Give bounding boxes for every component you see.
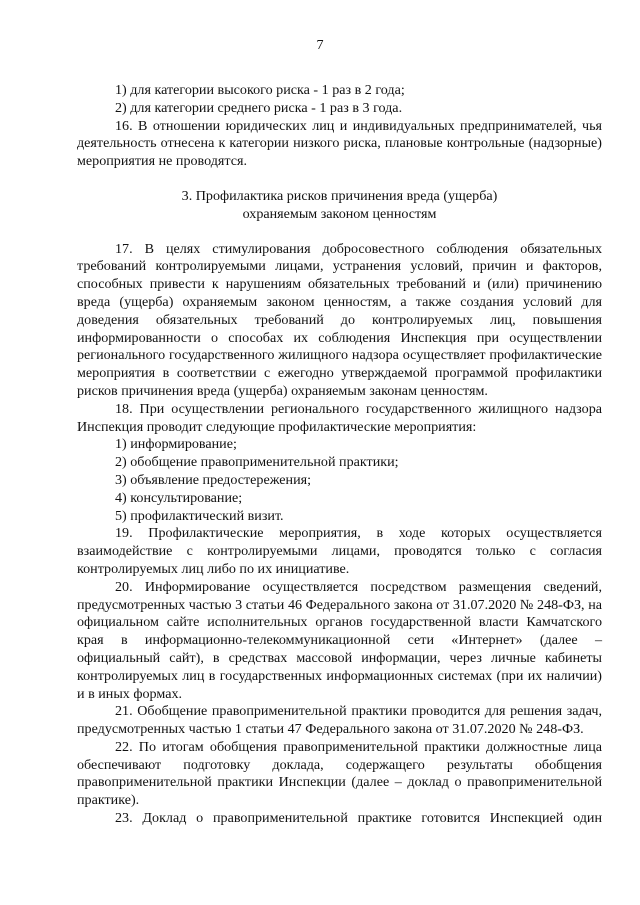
page-number: 7 <box>316 37 324 53</box>
paragraph-22: 22. По итогам обобщения правоприменительной практики должностные лица обеспечивают подготовку доклада, содержащего результаты обобщения правоприменительной практики Инспекции (далее – доклад о правоприменительной практике). <box>77 738 602 809</box>
section-heading <box>77 188 602 224</box>
list-item-warning: 3) объявление предостережения; <box>115 471 312 488</box>
paragraph-23: 23. Доклад о правоприменительной практике готовится Инспекцией один <box>115 810 602 827</box>
paragraph-20: 20. Информирование осуществляется посредством размещения сведений, предусмотренных частью 3 статьи 46 Федерального закона от 31.07.2020 № 248-ФЗ, на официальном сайте исполнительных органов государственной власти Камчатского края в информационно-телекоммуникационной сети «Интернет» (далее – официальный сайт), в средствах массовой информации, через личные кабинеты контролируемых лиц в государственных информационных системах (при их наличии) и в иных формах. <box>77 578 602 702</box>
section-3-content <box>77 241 602 828</box>
list-item-preventive-visit: 5) профилактический визит. <box>115 507 284 524</box>
document-body <box>77 82 602 828</box>
paragraph-17: 17. В целях стимулирования добросовестного соблюдения обязательных требований контролируемыми лицами, устранения условий, причин и факторов, способных привести к нарушениям обязательных требований и (или) причинению вреда (ущерба) охраняемым законом ценностям, а также создания условий для доведения обязательных требований до контролируемых лиц, повышения информированности о способах их соблюдения Инспекция при осуществлении регионального государственного жилищного надзора осуществляет профилактические мероприятия в соответствии с ежегодно утверждаемой программой профилактики рисков причинения вреда (ущерба) охраняемым законам ценностям. <box>77 240 602 399</box>
list-item-informing: 1) информирование; <box>115 436 237 453</box>
section-heading-line-1: 3. Профилактика рисков причинения вреда (ущерба) <box>181 187 498 204</box>
list-item-generalization: 2) обобщение правоприменительной практики; <box>115 454 399 471</box>
list-item-high-risk: 1) для категории высокого риска - 1 раз в 2 года; <box>115 82 405 98</box>
paragraph-18: 18. При осуществлении регионального государственного жилищного надзора Инспекция проводит следующие профилактические мероприятия: <box>77 400 602 435</box>
paragraph-19: 19. Профилактические мероприятия, в ходе которых осуществляется взаимодействие с контролируемыми лицами, проводятся только с согласия контролируемых лиц либо по их инициативе. <box>77 525 602 577</box>
list-item-medium-risk: 2) для категории среднего риска - 1 раз в 3 года. <box>115 99 403 116</box>
section-heading-line-2: охраняемым законом ценностям <box>242 205 437 222</box>
list-item-consulting: 4) консультирование; <box>115 489 243 506</box>
paragraph-16: 16. В отношении юридических лиц и индивидуальных предпринимателей, чья деятельность отнесена к категории низкого риска, плановые контрольные (надзорные) мероприятия не проводятся. <box>77 117 602 170</box>
paragraph-21: 21. Обобщение правоприменительной практики проводится для решения задач, предусмотренных частью 1 статьи 47 Федерального закона от 31.07.2020 № 248-ФЗ. <box>77 703 602 738</box>
